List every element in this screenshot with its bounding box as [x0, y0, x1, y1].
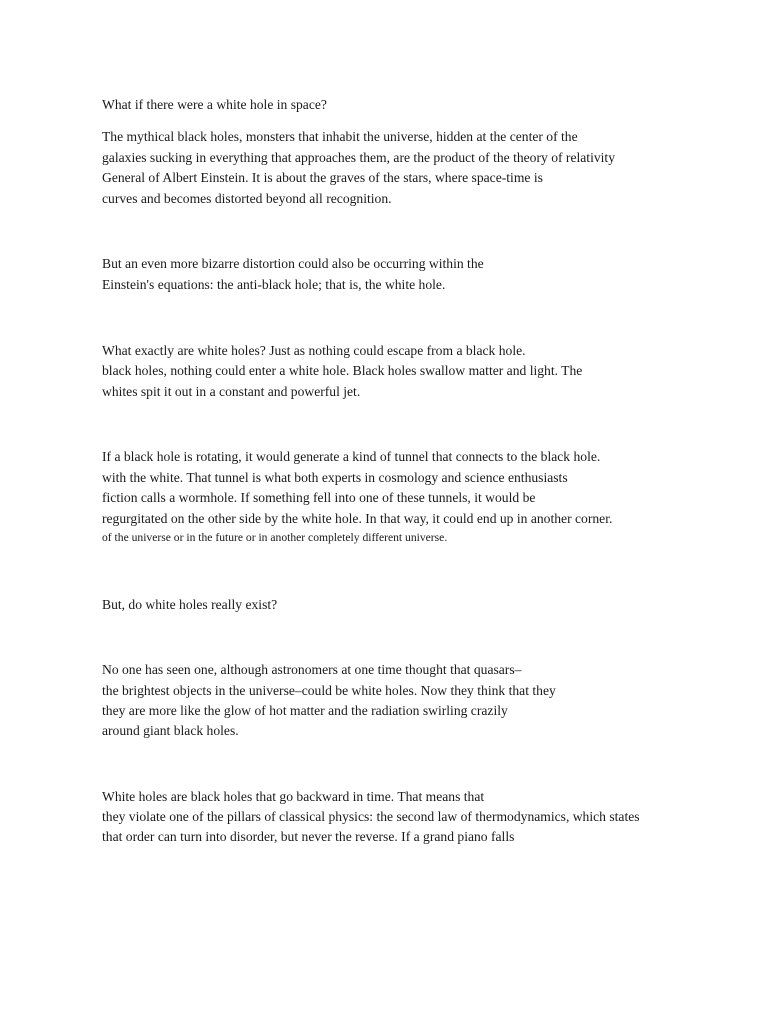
document-title: What if there were a white hole in space? — [102, 97, 327, 112]
paragraph-line: that order can turn into disorder, but never the reverse. If a grand piano falls — [102, 829, 515, 844]
paragraph-line: of the universe or in the future or in another completely different universe. — [102, 531, 448, 544]
paragraph-line: around giant black holes. — [102, 723, 239, 738]
paragraph-line: But, do white holes really exist? — [102, 597, 278, 612]
paragraph-line: they are more like the glow of hot matter and the radiation swirling crazily — [102, 703, 508, 718]
paragraph-line: black holes, nothing could enter a white hole. Black holes swallow matter and light. The — [102, 363, 583, 378]
paragraph-line: White holes are black holes that go backward in time. That means that — [102, 789, 485, 804]
paragraph-line: with the white. That tunnel is what both experts in cosmology and science enthusiasts — [102, 470, 568, 485]
paragraph-line: whites spit it out in a constant and powerful jet. — [102, 384, 361, 399]
paragraph-line: they violate one of the pillars of classical physics: the second law of thermodynamics, which states — [102, 809, 640, 824]
paragraph-line: The mythical black holes, monsters that inhabit the universe, hidden at the center of the — [102, 129, 578, 144]
paragraph-line: regurgitated on the other side by the white hole. In that way, it could end up in another corner. — [102, 511, 613, 526]
paragraph-line: But an even more bizarre distortion could also be occurring within the — [102, 256, 484, 271]
paragraph-line: Einstein's equations: the anti-black hole; that is, the white hole. — [102, 277, 446, 292]
paragraph-line: What exactly are white holes? Just as nothing could escape from a black hole. — [102, 343, 526, 358]
paragraph-line: If a black hole is rotating, it would generate a kind of tunnel that connects to the black hole. — [102, 449, 601, 464]
paragraph-line: the brightest objects in the universe–could be white holes. Now they think that they — [102, 683, 556, 698]
paragraph-line: fiction calls a wormhole. If something fell into one of these tunnels, it would be — [102, 490, 536, 505]
paragraph-line: curves and becomes distorted beyond all recognition. — [102, 191, 392, 206]
paragraph-line: galaxies sucking in everything that approaches them, are the product of the theory of relativity — [102, 150, 615, 165]
paragraph-line: No one has seen one, although astronomers at one time thought that quasars– — [102, 662, 522, 677]
paragraph-line: General of Albert Einstein. It is about the graves of the stars, where space-time is — [102, 170, 543, 185]
